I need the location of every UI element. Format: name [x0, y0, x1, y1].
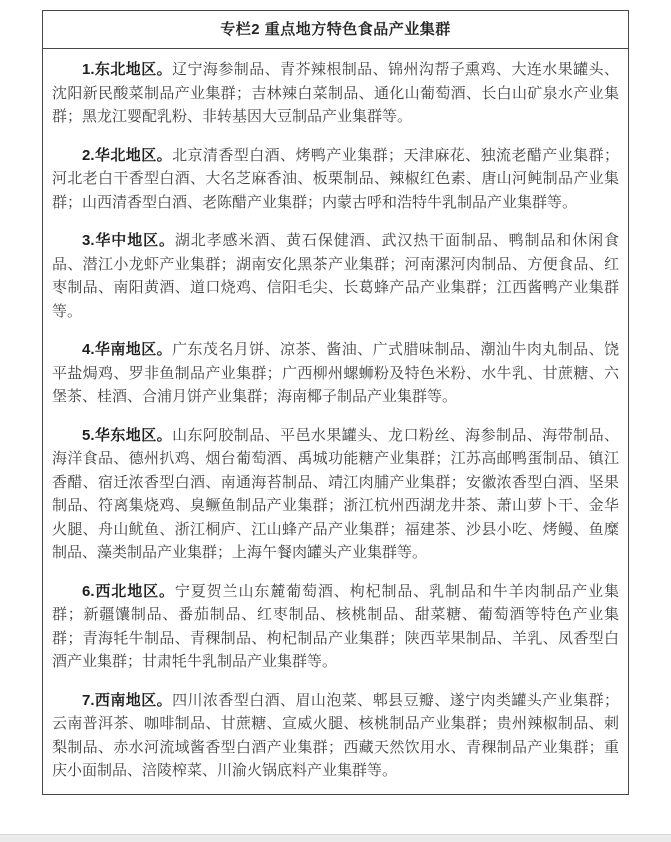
region-paragraph-northeast — [52, 58, 619, 129]
region-text-southwest: 四川浓香型白酒、眉山泡菜、郫县豆瓣、遂宁肉类罐头产业集群；云南普洱茶、咖啡制品、甘蔗糖、宣威火腿、核桃制品产业集群；贵州辣椒制品、刺梨制品、赤水河流域酱香型白酒产业集群；西藏天然饮用水、青稞制品产业集群；重庆小面制品、涪陵榨菜、川渝火锅底料产业集群等。 — [52, 691, 619, 779]
region-paragraph-northwest — [52, 580, 619, 674]
feature-column-box — [42, 10, 629, 795]
region-paragraph-north — [52, 144, 619, 215]
region-text-northwest: 宁夏贺兰山东麓葡萄酒、枸杞制品、乳制品和牛羊肉制品产业集群；新疆馕制品、番茄制品、红枣制品、核桃制品、甜菜糖、葡萄酒等特色产业集群；青海牦牛制品、青稞制品、枸杞制品产业集群；陕西苹果制品、羊乳、凤香型白酒产业集群；甘肃牦牛乳制品产业集群等。 — [52, 582, 619, 670]
region-heading-north: 2.华北地区。 — [82, 146, 173, 164]
region-text-north: 北京清香型白酒、烤鸭产业集群；天津麻花、独流老醋产业集群；河北老白干香型白酒、大名芝麻香油、板栗制品、辣椒红色素、唐山河鲀制品产业集群；山西清香型白酒、老陈醋产业集群；内蒙古呼和浩特牛乳制品产业集群等。 — [52, 146, 619, 211]
region-text-central: 湖北孝感米酒、黄石保健酒、武汉热干面制品、鸭制品和休闲食品、潜江小龙虾产业集群；湖南安化黑茶产业集群；河南漯河肉制品、方便食品、红枣制品、南阳黄酒、道口烧鸡、信阳毛尖、长葛蜂产品产业集群；江西酱鸭产业集群等。 — [52, 232, 619, 320]
region-text-northeast: 辽宁海参制品、青芥辣根制品、锦州沟帮子熏鸡、大连水果罐头、沈阳新民酸菜制品产业集群；吉林辣白菜制品、通化山葡萄酒、长白山矿泉水产业集群；黑龙江婴配乳粉、非转基因大豆制品产业集群等。 — [52, 61, 619, 125]
region-heading-south: 4.华南地区。 — [82, 341, 173, 358]
region-paragraph-south — [52, 338, 619, 409]
region-heading-southwest: 7.西南地区。 — [82, 691, 173, 709]
region-paragraph-southwest — [52, 689, 619, 783]
region-text-south: 广东茂名月饼、凉茶、酱油、广式腊味制品、潮汕牛肉丸制品、饶平盐焗鸡、罗非鱼制品产业集群；广西柳州螺蛳粉及特色米粉、水牛乳、甘蔗糖、六堡茶、桂酒、合浦月饼产业集群；海南椰子制品产业集群等。 — [52, 341, 619, 405]
box-body — [43, 49, 628, 794]
box-title: 专栏2 重点地方特色食品产业集群 — [43, 11, 628, 49]
region-heading-northwest: 6.西北地区。 — [82, 582, 175, 600]
region-text-east: 山东阿胶制品、平邑水果罐头、龙口粉丝、海参制品、海带制品、海洋食品、德州扒鸡、烟台葡萄酒、禹城功能糖产业集群；江苏高邮鸭蛋制品、镇江香醋、宿迁浓香型白酒、南通海苔制品、靖江肉脯产业集群；安徽浓香型白酒、坚果制品、符离集烧鸡、臭鳜鱼制品产业集群；浙江杭州西湖龙井茶、萧山萝卜干、金华火腿、舟山鱿鱼、浙江桐庐、江山蜂产品产业集群；福建茶、沙县小吃、烤鳗、鱼糜制品、藻类制品产业集群；上海午餐肉罐头产业集群等。 — [52, 426, 619, 561]
page-bottom-edge — [0, 834, 671, 842]
region-paragraph-central — [52, 229, 619, 323]
region-heading-east: 5.华东地区。 — [82, 426, 173, 444]
region-heading-northeast: 1.东北地区。 — [82, 61, 173, 78]
region-paragraph-east — [52, 424, 619, 565]
region-heading-central: 3.华中地区。 — [82, 232, 175, 249]
